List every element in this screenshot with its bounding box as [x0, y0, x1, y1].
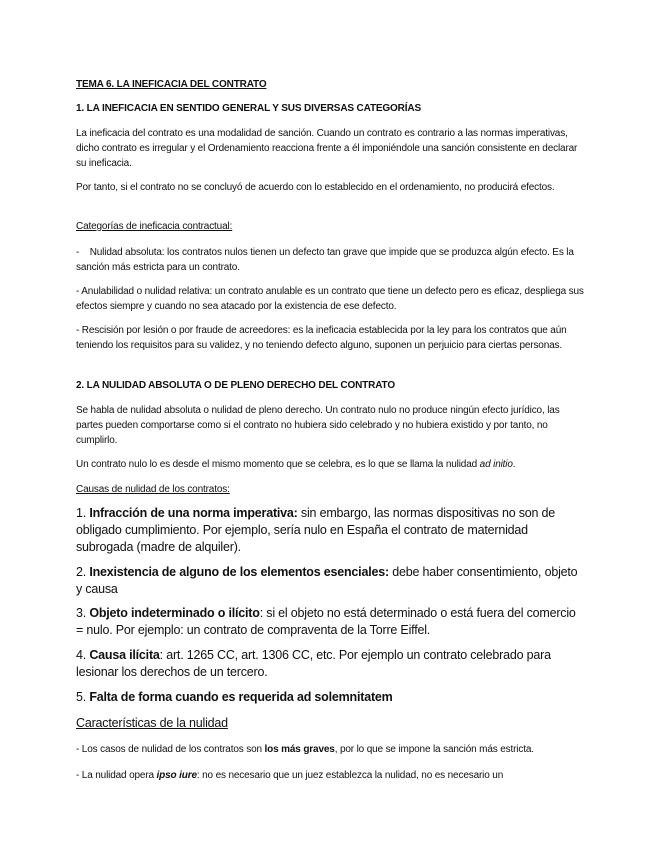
category-item-anulabilidad: - Anulabilidad o nulidad relativa: un contrato anulable es un contrato que tiene un defecto pero es eficaz, despliega sus efectos siempre y cuando no sea atacado por la existencia de ese defecto.: [76, 286, 584, 312]
paragraph-3: Se habla de nulidad absoluta o nulidad de pleno derecho. Un contrato nulo no produce ningún efecto jurídico, las partes pueden comportarse como si el contrato no hubiera sido celebrado y no hubiera existido y por tanto, no cumplirlo.: [76, 405, 560, 446]
cause-1-title: Infracción de una norma imperativa:: [89, 506, 298, 520]
causes-title: Causas de nulidad de los contratos:: [76, 484, 230, 495]
characteristic-2-italic: ipso iure: [156, 770, 197, 781]
characteristic-1-end: , por lo que se impone la sanción más estricta.: [334, 744, 534, 755]
paragraph-4: [76, 457, 586, 472]
cause-2-number: 2.: [76, 565, 90, 579]
section-heading-1: 1. LA INEFICACIA EN SENTIDO GENERAL Y SUS DIVERSAS CATEGORÍAS: [76, 103, 421, 114]
cause-5-title: Falta de forma cuando es requerida ad solemnitatem: [89, 690, 393, 704]
document-title: TEMA 6. LA INEFICACIA DEL CONTRATO: [76, 79, 267, 90]
cause-item-3: [76, 605, 586, 639]
category-item-nulidad-absoluta: - Nulidad absoluta: los contratos nulos tienen un defecto tan grave que impide que se produzca algún efecto. Es la sanción más estricta para un contrato.: [76, 247, 577, 273]
cause-4-text: : art. 1265 CC, art. 1306 CC, etc. Por ejemplo un contrato celebrado para lesionar los derechos de un tercero.: [76, 648, 551, 679]
paragraph-4-text: Un contrato nulo lo es desde el mismo momento que se celebra, es lo que se llama la nulidad: [76, 459, 480, 470]
cause-4-number: 4.: [76, 648, 90, 662]
cause-5-number: 5.: [76, 690, 90, 704]
cause-3-title: Objeto indeterminado o ilícito: [89, 606, 260, 620]
cause-3-number: 3.: [76, 606, 90, 620]
cause-3-text: : si el objeto no está determinado o está fuera del comercio = nulo. Por ejemplo: un contrato de compraventa de la Torre Eiffel.: [76, 606, 576, 637]
cause-item-1: [76, 505, 586, 556]
category-item-rescision: - Rescisión por lesión o por fraude de acreedores: es la ineficacia establecida por la ley para los contratos que aún teniendo los requisitos para su validez, y no teniendo defecto alguno, suponen un perjuicio para ciertas personas.: [76, 325, 567, 351]
characteristic-1-text: - Los casos de nulidad de los contratos son: [76, 744, 265, 755]
cause-1-text: sin embargo, las normas dispositivas no son de obligado cumplimiento. Por ejemplo, sería nulo en España el contrato de maternidad subrogada (madre de alquiler).: [76, 506, 556, 554]
cause-1-number: 1.: [76, 506, 90, 520]
characteristic-2-text: - La nulidad opera: [76, 770, 157, 781]
categories-title: Categorías de ineficacia contractual:: [76, 221, 233, 232]
section-heading-2: 2. LA NULIDAD ABSOLUTA O DE PLENO DERECHO DEL CONTRATO: [76, 380, 395, 391]
paragraph-4-italic: ad initio: [479, 459, 513, 470]
cause-2-title: Inexistencia de alguno de los elementos esenciales:: [89, 565, 389, 579]
characteristics-title: Características de la nulidad: [76, 716, 228, 730]
paragraph-2: Por tanto, si el contrato no se concluyó de acuerdo con lo establecido en el ordenamiento, no producirá efectos.: [76, 182, 555, 193]
paragraph-1: La ineficacia del contrato es una modalidad de sanción. Cuando un contrato es contrario a las normas imperativas, dicho contrato es irregular y el Ordenamiento reacciona frente a él imponiéndole una sanción consistente en declarar su ineficacia.: [76, 128, 578, 169]
cause-4-title: Causa ilícita: [89, 648, 160, 662]
characteristic-item-2: [76, 768, 586, 783]
cause-item-2: [76, 564, 586, 598]
cause-2-text: debe haber consentimiento, objeto y causa: [76, 565, 578, 596]
characteristic-1-bold: los más graves: [264, 744, 335, 755]
cause-item-4: [76, 647, 586, 681]
cause-item-5: [76, 689, 586, 706]
characteristic-item-1: [76, 742, 586, 757]
characteristic-2-end: : no es necesario que un juez establezca la nulidad, no es necesario un: [196, 770, 504, 781]
paragraph-4-end: .: [512, 459, 516, 470]
